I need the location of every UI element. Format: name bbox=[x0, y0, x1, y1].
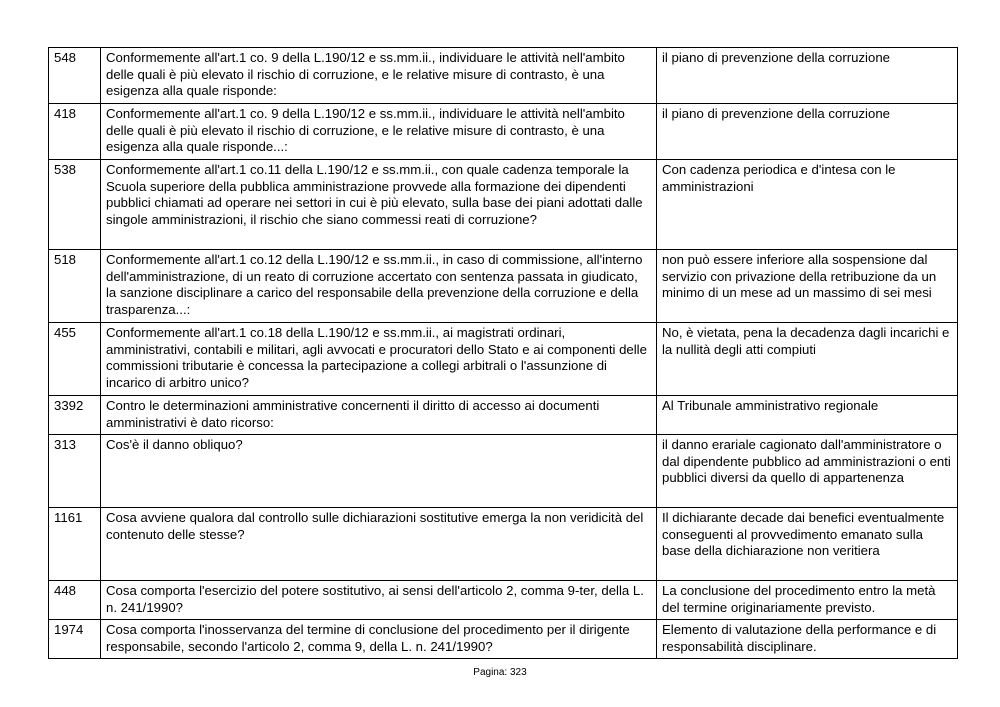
question-text: Conformemente all'art.1 co. 9 della L.190/12 e ss.mm.ii., individuare le attività nell'ambito delle quali è più elevato il rischio di corruzione, e le relative misure di contrasto, è una esigenza alla quale risponde: bbox=[101, 48, 657, 104]
answer-text: La conclusione del procedimento entro la metà del termine originariamente previsto. bbox=[657, 581, 958, 620]
table-row bbox=[49, 396, 958, 435]
page-number: Pagina: 323 bbox=[473, 667, 527, 678]
table-row bbox=[49, 435, 958, 508]
question-text: Cosa avviene qualora dal controllo sulle dichiarazioni sostitutive emerga la non veridicità del contenuto delle stesse? bbox=[101, 508, 657, 581]
question-text: Cosa comporta l'inosservanza del termine di conclusione del procedimento per il dirigente responsabile, secondo l'articolo 2, comma 9, della L. n. 241/1990? bbox=[101, 620, 657, 659]
table-row bbox=[49, 48, 958, 104]
question-id: 418 bbox=[49, 104, 101, 160]
question-id: 3392 bbox=[49, 396, 101, 435]
answer-text: il piano di prevenzione della corruzione bbox=[657, 48, 958, 104]
question-text: Conformemente all'art.1 co.12 della L.190/12 e ss.mm.ii., in caso di commissione, all'interno dell'amministrazione, di un reato di corruzione accertato con sentenza passata in giudicato, la sanzione disciplinare a carico del responsabile della prevenzione della corruzione e della trasparenza...: bbox=[101, 250, 657, 323]
qa-table bbox=[48, 47, 958, 659]
question-text: Cos'è il danno obliquo? bbox=[101, 435, 657, 508]
question-id: 1974 bbox=[49, 620, 101, 659]
answer-text: non può essere inferiore alla sospensione dal servizio con privazione della retribuzione da un minimo di un mese ad un massimo di sei mesi bbox=[657, 250, 958, 323]
question-text: Contro le determinazioni amministrative concernenti il diritto di accesso ai documenti amministrativi è dato ricorso: bbox=[101, 396, 657, 435]
answer-text: il danno erariale cagionato dall'amministratore o dal dipendente pubblico ad amministrazioni o enti pubblici diversi da quello di appartenenza bbox=[657, 435, 958, 508]
question-text: Conformemente all'art.1 co.11 della L.190/12 e ss.mm.ii., con quale cadenza temporale la Scuola superiore della pubblica amministrazione provvede alla formazione dei dipendenti pubblici chiamati ad operare nei settori in cui è più elevato, sulla base dei piani adottati dalle singole amministrazioni, il rischio che siano commessi reati di corruzione? bbox=[101, 160, 657, 250]
table-row bbox=[49, 508, 958, 581]
answer-text: No, è vietata, pena la decadenza dagli incarichi e la nullità degli atti compiuti bbox=[657, 323, 958, 396]
answer-text: Il dichiarante decade dai benefici eventualmente conseguenti al provvedimento emanato sulla base della dichiarazione non veritiera bbox=[657, 508, 958, 581]
question-id: 313 bbox=[49, 435, 101, 508]
question-id: 538 bbox=[49, 160, 101, 250]
answer-text: il piano di prevenzione della corruzione bbox=[657, 104, 958, 160]
table-row bbox=[49, 250, 958, 323]
question-text: Cosa comporta l'esercizio del potere sostitutivo, ai sensi dell'articolo 2, comma 9-ter, della L. n. 241/1990? bbox=[101, 581, 657, 620]
question-text: Conformemente all'art.1 co.18 della L.190/12 e ss.mm.ii., ai magistrati ordinari, amministrativi, contabili e militari, agli avvocati e procuratori dello Stato e ai componenti delle commissioni tributarie è concessa la partecipazione a collegi arbitrali o l'assunzione di incarico di arbitro unico? bbox=[101, 323, 657, 396]
question-id: 455 bbox=[49, 323, 101, 396]
question-id: 1161 bbox=[49, 508, 101, 581]
answer-text: Al Tribunale amministrativo regionale bbox=[657, 396, 958, 435]
question-id: 518 bbox=[49, 250, 101, 323]
table-row bbox=[49, 323, 958, 396]
answer-text: Elemento di valutazione della performance e di responsabilità disciplinare. bbox=[657, 620, 958, 659]
question-text: Conformemente all'art.1 co. 9 della L.190/12 e ss.mm.ii., individuare le attività nell'ambito delle quali è più elevato il rischio di corruzione, e le relative misure di contrasto, è una esigenza alla quale risponde...: bbox=[101, 104, 657, 160]
question-id: 548 bbox=[49, 48, 101, 104]
table-row bbox=[49, 620, 958, 659]
table-row bbox=[49, 104, 958, 160]
table-row bbox=[49, 581, 958, 620]
question-id: 448 bbox=[49, 581, 101, 620]
table-row bbox=[49, 160, 958, 250]
answer-text: Con cadenza periodica e d'intesa con le amministrazioni bbox=[657, 160, 958, 250]
